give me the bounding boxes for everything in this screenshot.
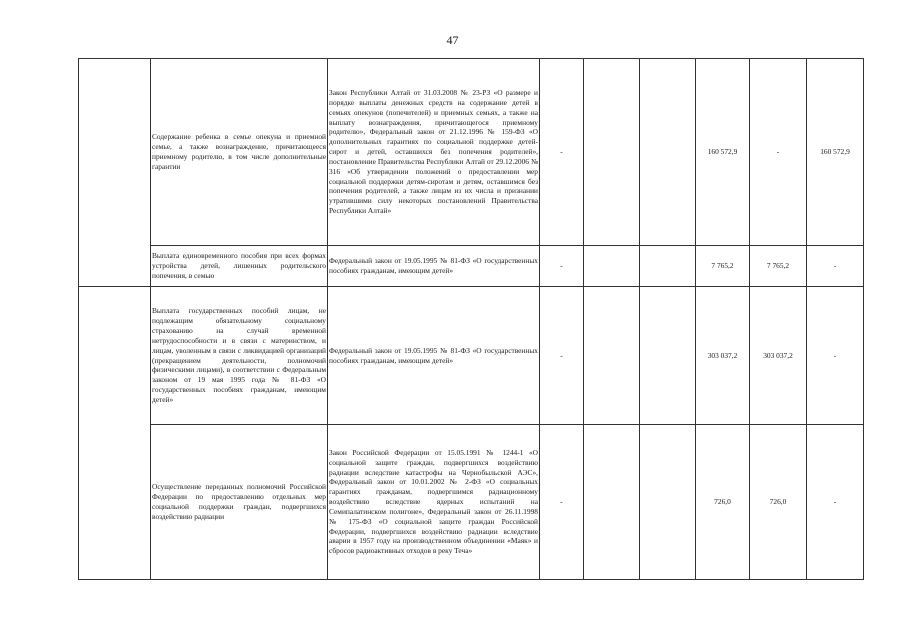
row-regional: 160 572,9: [807, 59, 864, 246]
row-law: Закон Российской Федерации от 15.05.1991 № 1244-1 «О социальной защите граждан, подвергшихся воздействию радиации вследствие катастрофы на Чернобыльской АЭС», Федеральный закон от 10.01.2002 № 2-ФЗ «О социальных гарантиях гражданам, подвергшимся радиационному воздействию вследствие ядерных испытаний на Семипалатинском полигоне», Федеральный закон от 26.11.1998 № 175-ФЗ «О социальной защите граждан Российской Федерации, подвергшихся воздействию радиации вследствие аварии в 1957 году на производственном объединении «Маяк» и сбросов радиоактивных отходов в реку Теча»: [328, 425, 540, 580]
table-row: [79, 246, 864, 287]
empty-cell: [584, 425, 640, 580]
table-row: [79, 59, 864, 246]
row-regional: -: [807, 246, 864, 287]
row-name: Осуществление переданных полномочий Российской Федерации по предоставлению отдельных мер социальной поддержки граждан, подвергшихся воздействию радиации: [151, 425, 328, 580]
empty-cell: [584, 287, 640, 425]
row-total: 303 037,2: [696, 287, 750, 425]
empty-cell: [640, 246, 696, 287]
row-total: 7 765,2: [696, 246, 750, 287]
row-col-a: -: [540, 246, 584, 287]
section-cell: [79, 287, 151, 580]
empty-cell: [584, 246, 640, 287]
row-col-a: -: [540, 287, 584, 425]
empty-cell: [640, 59, 696, 246]
budget-table: [78, 58, 864, 580]
section-cell: [79, 59, 151, 287]
row-federal: 303 037,2: [750, 287, 807, 425]
row-col-a: -: [540, 425, 584, 580]
row-federal: 726,0: [750, 425, 807, 580]
row-law: Федеральный закон от 19.05.1995 № 81-ФЗ «О государственных пособиях гражданам, имеющим детей»: [328, 287, 540, 425]
row-name: Выплата государственных пособий лицам, не подлежащим обязательному социальному страхованию на случай временной нетрудоспособности и в связи с материнством, и лицам, уволенным в связи с ликвидацией организаций (прекращением деятельности, полномочий физическими лицами), в соответствии с Федеральным законом от 19 мая 1995 года № 81-ФЗ «О государственных пособиях гражданам, имеющим детей»: [151, 287, 328, 425]
empty-cell: [640, 287, 696, 425]
empty-cell: [640, 425, 696, 580]
row-law: Федеральный закон от 19.05.1995 № 81-ФЗ «О государственных пособиях гражданам, имеющим детей»: [328, 246, 540, 287]
row-federal: -: [750, 59, 807, 246]
row-federal: 7 765,2: [750, 246, 807, 287]
row-regional: -: [807, 425, 864, 580]
table-row: [79, 287, 864, 425]
row-law: Закон Республики Алтай от 31.03.2008 № 23-РЗ «О размере и порядке выплаты денежных средств на содержание детей в семьях опекунов (попечителей) и приемных семьях, а также на выплату вознаграждения, причитающегося приемному родителю», Федеральный закон от 21.12.1996 № 159-ФЗ «О дополнительных гарантиях по социальной поддержке детей-сирот и детей, оставшихся без попечения родителей», постановление Правительства Республики Алтай от 29.12.2006 № 316 «Об утверждении положений о предоставлении мер социальной поддержки детям-сиротам и детям, оставшимся без попечения родителей, а также лицам из их числа и признании утратившими силу некоторых постановлений Правительства Республики Алтай»: [328, 59, 540, 246]
table-row: [79, 425, 864, 580]
empty-cell: [584, 59, 640, 246]
row-total: 160 572,9: [696, 59, 750, 246]
page-number: 47: [446, 33, 459, 47]
row-col-a: -: [540, 59, 584, 246]
row-name: Содержание ребенка в семье опекуна и приемной семье, а также вознаграждение, причитающееся приемному родителю, в том числе дополнительные гарантии: [151, 59, 328, 246]
row-total: 726,0: [696, 425, 750, 580]
row-name: Выплата единовременного пособия при всех формах устройства детей, лишенных родительского попечения, в семью: [151, 246, 328, 287]
row-regional: -: [807, 287, 864, 425]
